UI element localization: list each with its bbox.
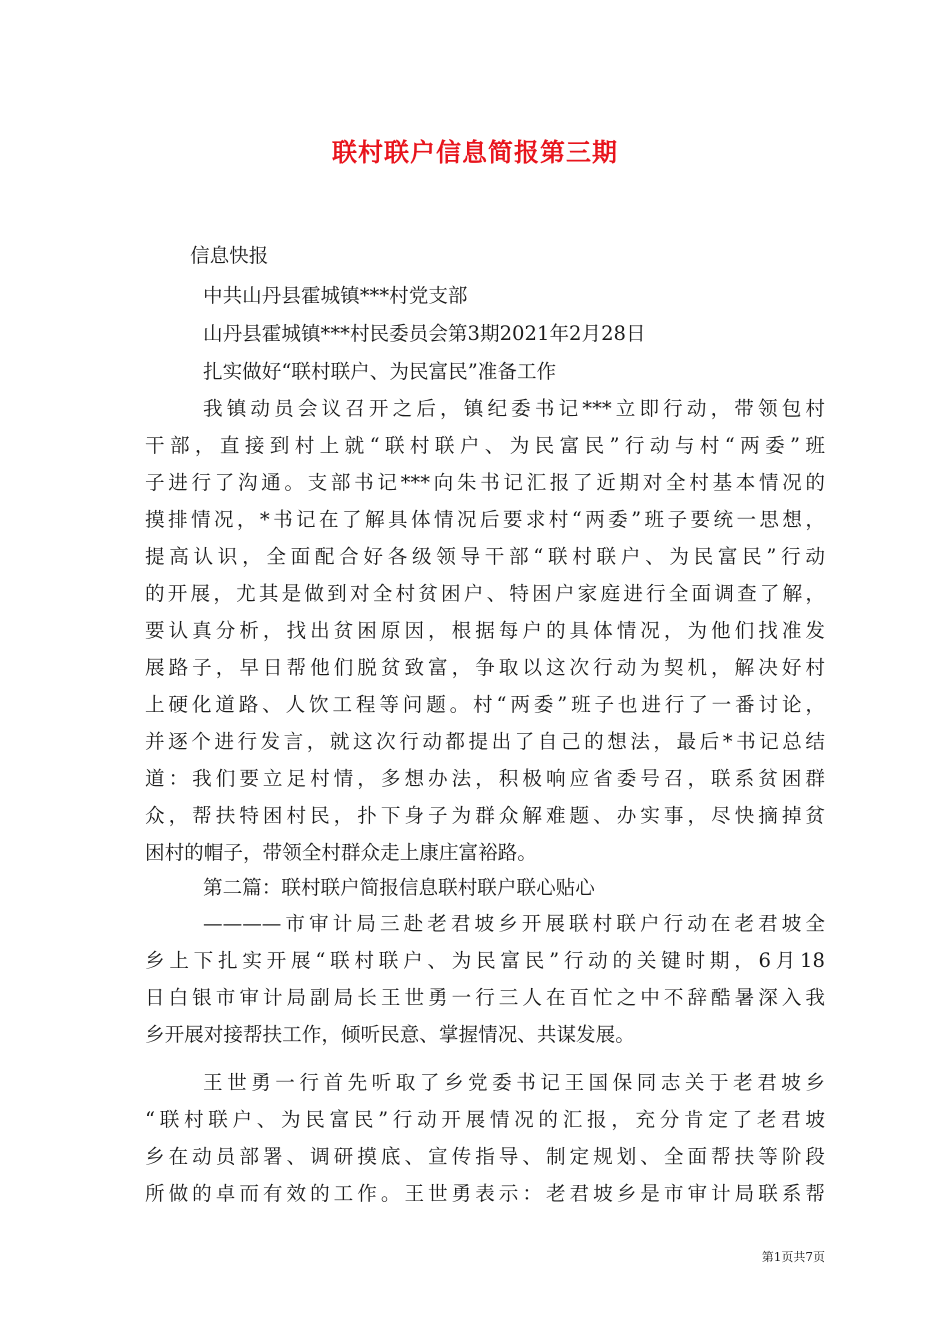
paragraph-line: 日白银市审计局副局长王世勇一行三人在百忙之中不辞酷暑深入我: [145, 986, 825, 1009]
paragraph-line: 乡在动员部署、调研摸底、宣传指导、制定规划、全面帮扶等阶段: [145, 1145, 825, 1168]
paragraph-line: 众，帮扶特困村民，扑下身子为群众解难题、办实事，尽快摘掉贫: [145, 804, 825, 827]
paragraph-line: 信息快报: [190, 244, 269, 267]
paragraph-line: 道：我们要立足村情，多想办法，积极响应省委号召，联系贫困群: [145, 767, 825, 790]
paragraph-line: 提高认识，全面配合好各级领导干部“联村联户、为民富民”行动: [145, 545, 825, 568]
paragraph-line: 我镇动员会议召开之后，镇纪委书记***立即行动，带领包村: [203, 397, 825, 420]
paragraph-line: 山丹县霍城镇***村民委员会第3期2021年2月28日: [203, 322, 646, 345]
paragraph-line: 乡开展对接帮扶工作，倾听民意、掌握情况、共谋发展。: [145, 1023, 635, 1046]
paragraph-line: 上硬化道路、人饮工程等问题。村“两委”班子也进行了一番讨论，: [145, 693, 825, 716]
paragraph-line: 乡上下扎实开展“联村联户、为民富民”行动的关键时期，6月18: [145, 949, 825, 972]
paragraph-line: 子进行了沟通。支部书记***向朱书记汇报了近期对全村基本情况的: [145, 471, 825, 494]
section-heading: 第二篇：联村联户简报信息联村联户联心贴心: [203, 876, 595, 899]
paragraph-line: 要认真分析，找出贫困原因，根据每户的具体情况，为他们找准发: [145, 619, 825, 642]
paragraph-line: 王世勇一行首先听取了乡党委书记王国保同志关于老君坡乡: [203, 1071, 825, 1094]
paragraph-line: ————市审计局三赴老君坡乡开展联村联户行动在老君坡全: [203, 912, 825, 935]
paragraph-line: 干部，直接到村上就“联村联户、为民富民”行动与村“两委”班: [145, 434, 825, 457]
paragraph-line: 的开展，尤其是做到对全村贫困户、特困户家庭进行全面调查了解，: [145, 582, 825, 605]
page-number: 第1页共7页: [761, 1250, 825, 1264]
paragraph-line: 困村的帽子，带领全村群众走上康庄富裕路。: [145, 841, 537, 864]
paragraph-line: 所做的卓而有效的工作。王世勇表示：老君坡乡是市审计局联系帮: [145, 1182, 825, 1205]
paragraph-line: 摸排情况，*书记在了解具体情况后要求村“两委”班子要统一思想，: [145, 508, 825, 531]
paragraph-line: “联村联户、为民富民”行动开展情况的汇报，充分肯定了老君坡: [145, 1108, 825, 1131]
paragraph-line: 展路子，早日帮他们脱贫致富，争取以这次行动为契机，解决好村: [145, 656, 825, 679]
paragraph-line: 并逐个进行发言，就这次行动都提出了自己的想法，最后*书记总结: [145, 730, 825, 753]
document-title: 联村联户信息简报第三期: [331, 138, 618, 167]
paragraph-line: 扎实做好“联村联户、为民富民”准备工作: [203, 360, 557, 383]
paragraph-line: 中共山丹县霍城镇***村党支部: [203, 284, 468, 307]
